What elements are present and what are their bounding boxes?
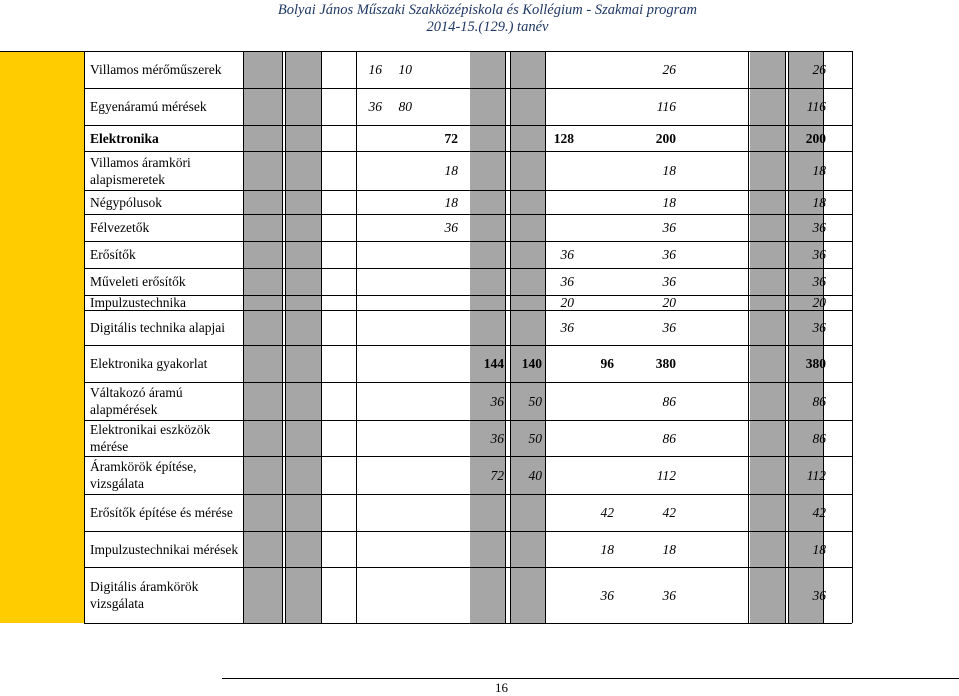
column-divider-5 — [356, 51, 357, 623]
row-label: Digitális technika alapjai — [90, 320, 225, 335]
row-label: Impulzustechnika — [90, 295, 186, 310]
table-cell: 72 — [444, 130, 458, 146]
column-divider-1 — [243, 51, 244, 623]
footer-divider — [222, 678, 959, 679]
table-cell: 140 — [521, 356, 542, 371]
table-cell: 18 — [662, 163, 676, 178]
table-cell: 42 — [662, 505, 676, 520]
table-cell: 86 — [812, 430, 826, 446]
column-divider-6 — [505, 51, 506, 623]
table-cell: 42 — [812, 505, 826, 520]
column-divider-4 — [321, 51, 322, 623]
page-header — [278, 2, 697, 36]
table-cell: 18 — [812, 194, 826, 210]
table-cell: 36 — [490, 430, 504, 446]
table-cell: 36 — [490, 393, 504, 409]
table-cell: 72 — [490, 467, 504, 483]
table-cell: 200 — [655, 130, 676, 146]
row-label: Áramkörök építése, vizsgálata — [90, 459, 197, 491]
table-cell: 128 — [553, 130, 574, 146]
row-label: Villamos áramköri alapismeretek — [90, 154, 191, 187]
row-divider — [84, 623, 852, 624]
table-cell: 112 — [806, 467, 826, 483]
grey-column-3 — [510, 51, 545, 623]
yellow-stripe — [0, 51, 84, 623]
table-cell: 86 — [812, 393, 826, 409]
grey-column-0 — [243, 51, 282, 623]
row-label: Digitális áramkörök vizsgálata — [90, 579, 199, 611]
table-cell: 18 — [444, 163, 458, 178]
table-cell: 86 — [662, 393, 676, 409]
table-cell: 36 — [812, 320, 826, 335]
table-cell: 20 — [662, 295, 676, 310]
table-cell: 116 — [656, 99, 676, 114]
row-label: Egyenáramú mérések — [90, 99, 207, 114]
row-label: Váltakozó áramú alapmérések — [90, 385, 183, 417]
table-cell: 200 — [805, 130, 826, 146]
table-cell: 96 — [600, 356, 614, 371]
table-cell: 36 — [444, 220, 458, 235]
table-cell: 36 — [662, 320, 676, 335]
grey-column-1 — [285, 51, 321, 623]
table-cell: 50 — [528, 430, 542, 446]
table-cell: 42 — [600, 505, 614, 520]
table-cell: 36 — [812, 587, 826, 603]
table-cell: 36 — [662, 247, 676, 262]
column-divider-7 — [510, 51, 511, 623]
table-cell: 36 — [662, 587, 676, 603]
table-cell: 26 — [812, 62, 826, 77]
table-cell: 36 — [662, 220, 676, 235]
column-divider-13 — [852, 51, 853, 623]
table-cell: 36 — [560, 274, 574, 289]
table-cell: 86 — [662, 430, 676, 446]
header-school-name: Bolyai János Műszaki Szakközépiskola és Kollégium - Szakmai program — [277, 2, 697, 18]
table-cell: 36 — [812, 274, 826, 289]
table-cell: 36 — [600, 587, 614, 603]
row-label: Négypólusok — [90, 194, 162, 210]
row-label: Erősítők építése és mérése — [90, 505, 233, 520]
table-cell: 10 — [398, 62, 412, 77]
table-cell: 36 — [368, 99, 382, 114]
table-cell: 50 — [528, 393, 542, 409]
table-cell: 36 — [560, 320, 574, 335]
page-number: 16 — [495, 680, 508, 695]
row-label: Elektronika — [90, 130, 159, 146]
table-cell: 18 — [444, 194, 458, 210]
column-divider-2 — [282, 51, 283, 623]
table-cell: 380 — [655, 356, 676, 371]
table-cell: 40 — [528, 467, 542, 483]
column-divider-0 — [84, 51, 85, 623]
grey-column-2 — [470, 51, 505, 623]
table-cell: 18 — [600, 541, 614, 557]
table-cell: 112 — [656, 467, 676, 483]
table-cell: 36 — [812, 247, 826, 262]
table-cell: 380 — [805, 356, 826, 371]
table-cell: 20 — [812, 295, 826, 310]
row-label: Villamos mérőműszerek — [90, 62, 222, 77]
table-cell: 144 — [483, 356, 504, 371]
table-cell: 18 — [812, 541, 826, 557]
header-school-year: 2014-15.(129.) tanév — [426, 19, 549, 35]
table-cell: 80 — [398, 99, 412, 114]
row-label: Műveleti erősítők — [90, 274, 186, 289]
table-cell: 18 — [662, 194, 676, 210]
row-label: Félvezetők — [90, 220, 150, 235]
table-cell: 26 — [662, 62, 676, 77]
table-cell: 16 — [368, 62, 382, 77]
row-label: Elektronikai eszközök mérése — [90, 422, 211, 454]
row-label: Erősítők — [90, 247, 136, 262]
table-cell: 36 — [560, 247, 574, 262]
row-label: Impulzustechnikai mérések — [90, 541, 239, 557]
table-cell: 18 — [812, 163, 826, 178]
row-label: Elektronika gyakorlat — [90, 356, 208, 371]
table-cell: 36 — [812, 220, 826, 235]
table-cell: 36 — [662, 274, 676, 289]
column-divider-9 — [748, 51, 749, 623]
column-divider-3 — [285, 51, 286, 623]
table-cell: 18 — [662, 541, 676, 557]
table-cell: 116 — [806, 99, 826, 114]
table-cell: 20 — [560, 295, 574, 310]
